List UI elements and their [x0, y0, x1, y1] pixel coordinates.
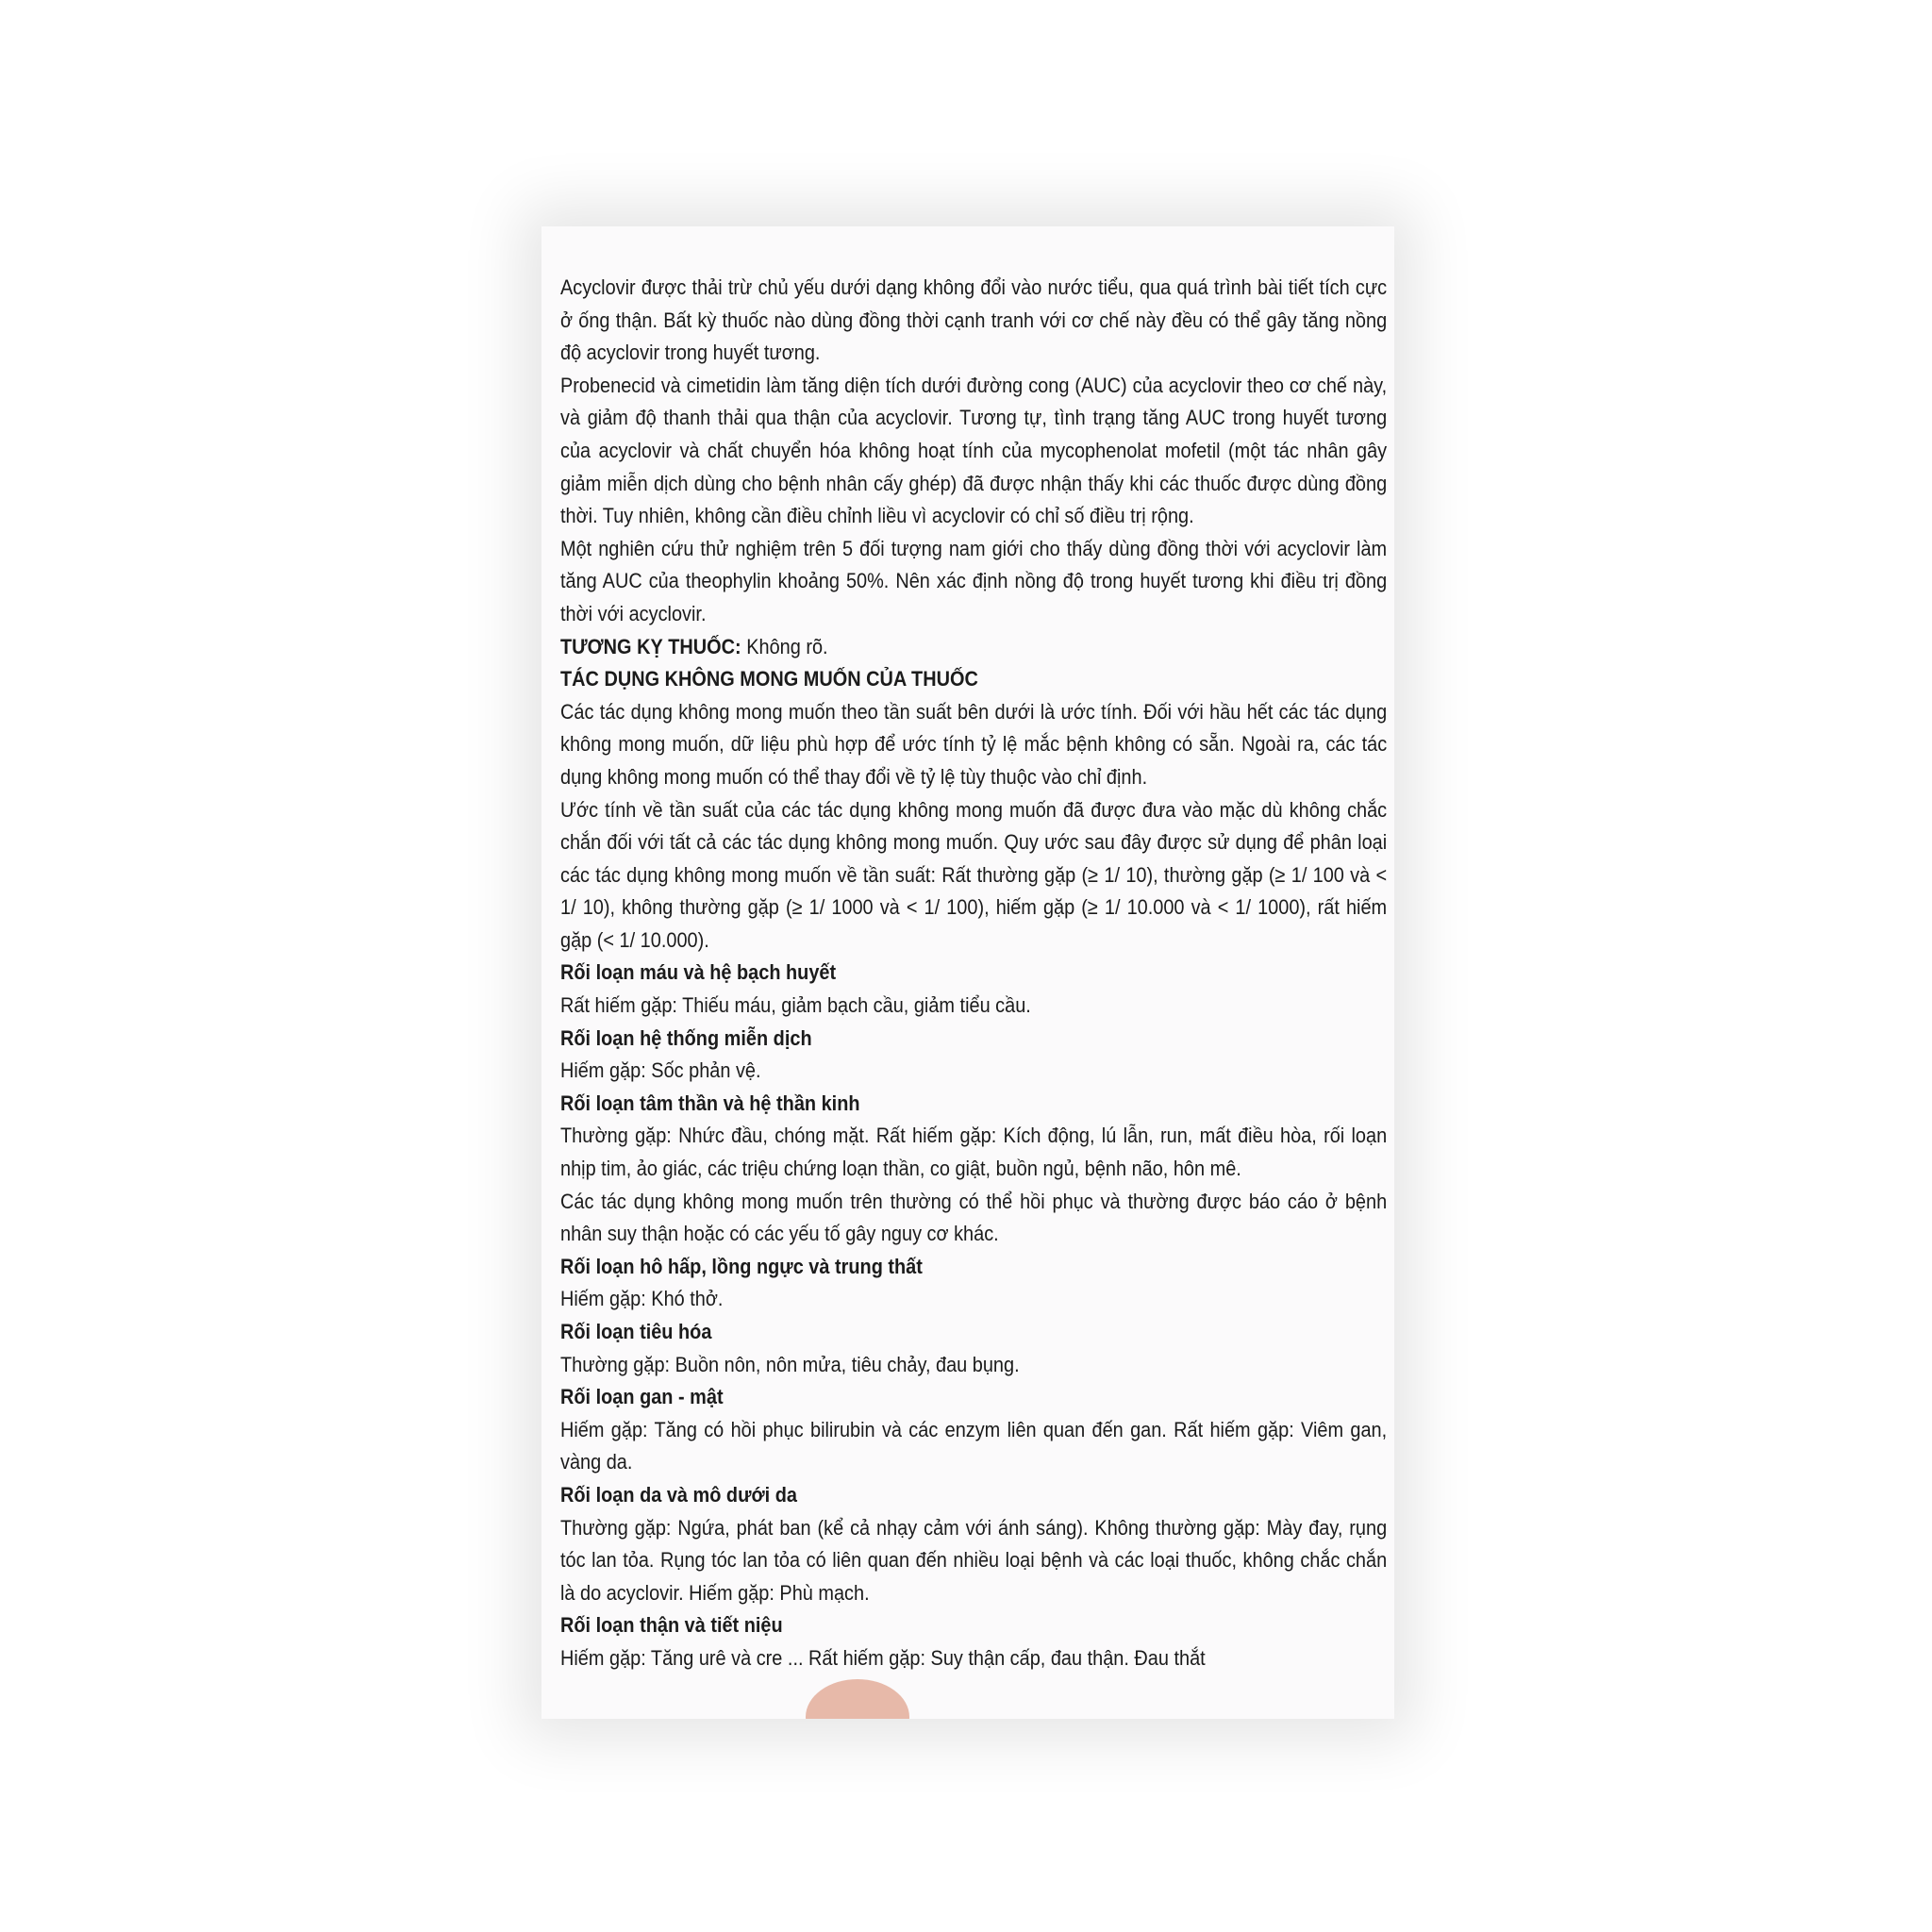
adverse-paragraph-1: Các tác dụng không mong muốn theo tần suất bên dưới là ước tính. Đối với hầu hết các tác dụng không mong muốn, dữ liệu phù hợp để ước tính tỷ lệ mắc bệnh không có sẵn. Ngoài ra, các tác dụng không mong muốn có thể thay đổi về tỷ lệ tùy thuộc vào chỉ định. — [560, 699, 1388, 789]
section-title-blood: Rối loạn máu và hệ bạch huyết — [560, 960, 837, 985]
adverse-paragraph-2: Ước tính về tần suất của các tác dụng không mong muốn đã được đưa vào mặc dù không chắc chắn đối với tất cả các tác dụng không mong muốn. Quy ước sau đây được sử dụng để phân loại các tác dụng không mong muốn về tần suất: Rất thường gặp (≥ 1/ 10), thường gặp (≥ 1/ 100 và < 1/ 10), không thường gặp (≥ 1/ 1000 và < 1/ 100), hiếm gặp (≥ 1/ 10.000 và < 1/ 1000), rất hiếm gặp (< 1/ 10.000). — [560, 797, 1388, 952]
section-title-kidney: Rối loạn thận và tiết niệu — [560, 1613, 783, 1638]
intro-paragraph-2: Probenecid và cimetidin làm tăng diện tích dưới đường cong (AUC) của acyclovir theo cơ chế này, và giảm độ thanh thải qua thận của acyclovir. Tương tự, tình trạng tăng AUC trong huyết tương của acyclovir và chất chuyển hóa không hoạt tính của mycophenolat mofetil (một tác nhân gây giảm miễn dịch dùng cho bệnh nhân cấy ghép) đã được nhận thấy khi các thuốc được dùng đồng thời. Tuy nhiên, không cần điều chỉnh liều vì acyclovir có chỉ số điều trị rộng. — [560, 373, 1388, 528]
section-body-neuro-2: Các tác dụng không mong muốn trên thường có thể hồi phục và thường được báo cáo ở bệnh nhân suy thận hoặc có các yếu tố gây nguy cơ khác. — [560, 1189, 1388, 1246]
section-body-respiratory: Hiếm gặp: Khó thở. — [560, 1287, 724, 1311]
leaflet-text — [560, 272, 1387, 1675]
section-body-neuro-1: Thường gặp: Nhức đầu, chóng mặt. Rất hiếm gặp: Kích động, lú lẫn, run, mất điều hòa, rối loạn nhịp tim, ảo giác, các triệu chứng loạn thần, co giật, buồn ngủ, bệnh não, hôn mê. — [560, 1124, 1388, 1181]
incompatibility-value: Không rõ. — [741, 634, 828, 658]
leaflet-page — [541, 226, 1394, 1719]
section-title-respiratory: Rối loạn hô hấp, lồng ngực và trung thất — [560, 1254, 923, 1278]
intro-paragraph-3: Một nghiên cứu thử nghiệm trên 5 đối tượng nam giới cho thấy dùng đồng thời với acyclovir làm tăng AUC của theophylin khoảng 50%. Nên xác định nồng độ trong huyết tương khi điều trị đồng thời với acyclovir. — [560, 536, 1388, 625]
section-body-liver: Hiếm gặp: Tăng có hồi phục bilirubin và các enzym liên quan đến gan. Rất hiếm gặp: Viêm gan, vàng da. — [560, 1417, 1388, 1474]
incompatibility-label: TƯƠNG KỴ THUỐC: — [560, 634, 741, 658]
section-body-immune: Hiếm gặp: Sốc phản vệ. — [560, 1058, 761, 1083]
section-title-immune: Rối loạn hệ thống miễn dịch — [560, 1025, 812, 1050]
section-body-blood: Rất hiếm gặp: Thiếu máu, giảm bạch cầu, giảm tiểu cầu. — [560, 993, 1031, 1018]
section-body-skin: Thường gặp: Ngứa, phát ban (kể cả nhạy cảm với ánh sáng). Không thường gặp: Mày đay, rụng tóc lan tỏa. Rụng tóc lan tỏa có liên quan đến nhiều loại bệnh và các loại thuốc, không chắc chắn là do acyclovir. Hiếm gặp: Phù mạch. — [560, 1515, 1388, 1605]
section-title-liver: Rối loạn gan - mật — [560, 1385, 724, 1409]
intro-paragraph-1: Acyclovir được thải trừ chủ yếu dưới dạng không đổi vào nước tiểu, qua quá trình bài tiết tích cực ở ống thận. Bất kỳ thuốc nào dùng đồng thời cạnh tranh với cơ chế này đều có thể gây tăng nồng độ acyclovir trong huyết tương. — [560, 275, 1388, 365]
section-title-neuro: Rối loạn tâm thần và hệ thần kinh — [560, 1091, 860, 1115]
incompatibility-line — [560, 631, 1387, 664]
section-title-digestive: Rối loạn tiêu hóa — [560, 1320, 712, 1343]
page-stain — [806, 1679, 909, 1719]
section-body-digestive: Thường gặp: Buồn nôn, nôn mửa, tiêu chảy, đau bụng. — [560, 1352, 1020, 1376]
section-title-skin: Rối loạn da và mô dưới da — [560, 1482, 797, 1507]
section-body-kidney: Hiếm gặp: Tăng urê và cre ... Rất hiếm gặp: Suy thận cấp, đau thận. Đau thắt — [560, 1645, 1206, 1670]
adverse-effects-heading: TÁC DỤNG KHÔNG MONG MUỐN CỦA THUỐC — [560, 667, 978, 691]
